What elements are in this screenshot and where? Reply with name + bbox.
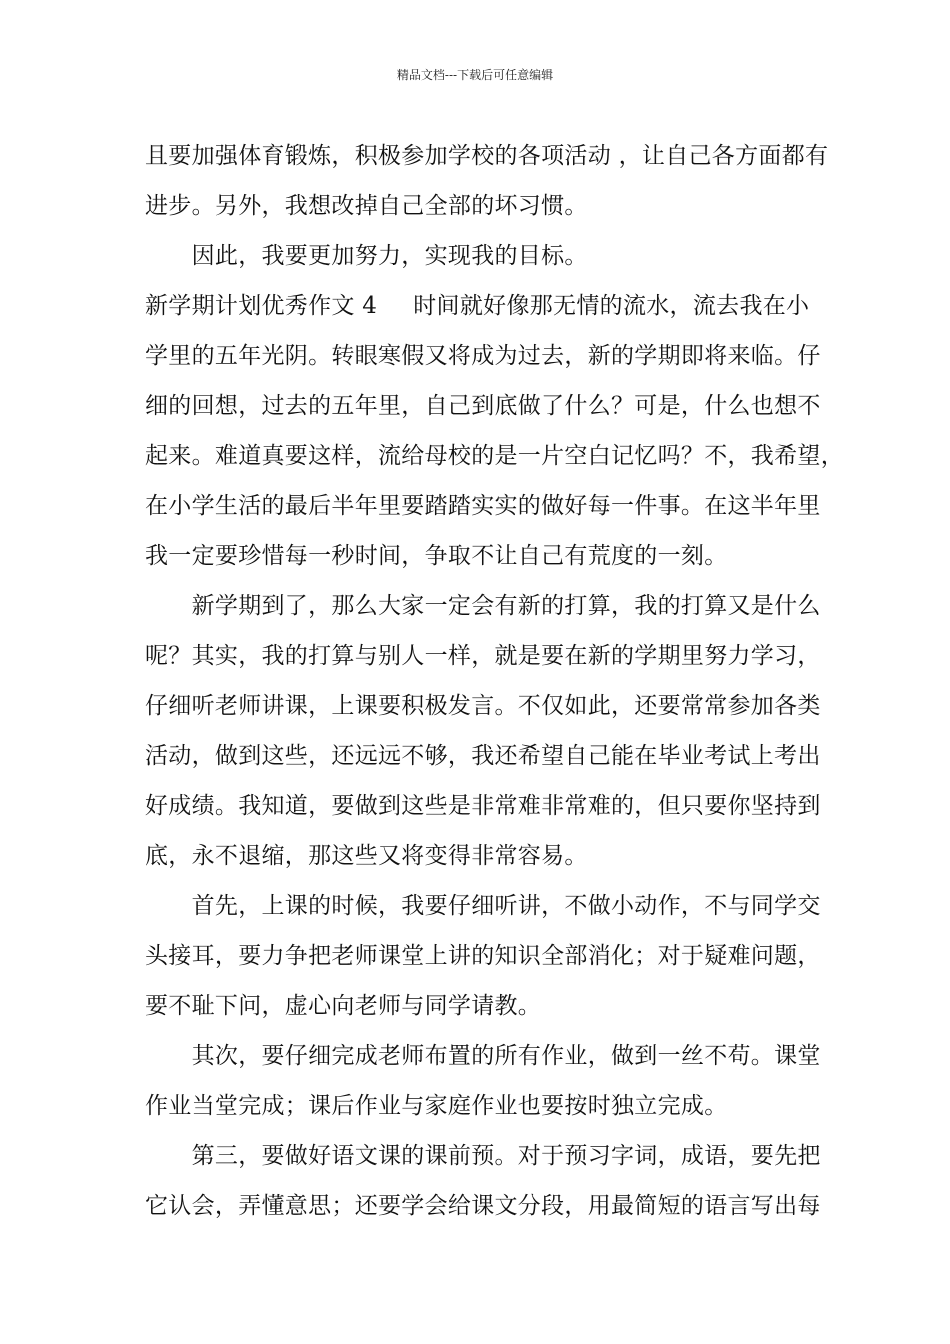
text-line: 起来。难道真要这样，流给母校的是一片空白记忆吗？不，我希望， — [145, 443, 844, 469]
page-header: 精品文档---下载后可任意编辑 — [396, 68, 554, 82]
text-line: 第三，要做好语文课的课前预。对于预习字词，成语，要先把 — [145, 1143, 821, 1169]
text-line: 作业当堂完成；课后作业与家庭作业也要按时独立完成。 — [145, 1093, 728, 1119]
text-line: 学里的五年光阴。转眼寒假又将成为过去，新的学期即将来临。仔 — [145, 343, 821, 369]
text-line: 仔细听老师讲课，上课要积极发言。不仅如此，还要常常参加各类 — [145, 693, 821, 719]
text-line: 要不耻下问，虚心向老师与同学请教。 — [145, 993, 542, 1019]
section-heading-line — [145, 287, 809, 320]
text-line: 首先，上课的时候，我要仔细听讲，不做小动作，不与同学交 — [145, 893, 821, 919]
text-line: 进步。另外，我想改掉自己全部的坏习惯。 — [145, 193, 588, 219]
section-first-text: 时间就好像那无情的流水，流去我在小 — [413, 293, 810, 319]
text-line: 因此，我要更加努力，实现我的目标。 — [145, 243, 588, 269]
text-line: 它认会，弄懂意思；还要学会给课文分段，用最简短的语言写出每 — [145, 1193, 821, 1219]
text-line: 底，永不退缩，那这些又将变得非常容易。 — [145, 843, 588, 869]
text-line: 其次，要仔细完成老师布置的所有作业，做到一丝不苟。课堂 — [145, 1043, 821, 1069]
text-line: 细的回想，过去的五年里，自己到底做了什么？可是，什么也想不 — [145, 393, 821, 419]
text-line: 头接耳，要力争把老师课堂上讲的知识全部消化；对于疑难问题， — [145, 943, 821, 969]
text-line: 我一定要珍惜每一秒时间，争取不让自己有荒度的一刻。 — [145, 543, 728, 569]
text-line: 活动，做到这些，还远远不够，我还希望自己能在毕业考试上考出 — [145, 743, 821, 769]
text-line: 好成绩。我知道，要做到这些是非常难非常难的，但只要你坚持到 — [145, 793, 821, 819]
text-line: 呢？其实，我的打算与别人一样，就是要在新的学期里努力学习， — [145, 643, 821, 669]
text-line: 在小学生活的最后半年里要踏踏实实的做好每一件事。在这半年里 — [145, 493, 821, 519]
text-line: 新学期到了，那么大家一定会有新的打算，我的打算又是什么 — [145, 593, 821, 619]
text-line: 且要加强体育锻炼，积极参加学校的各项活动 ，让自己各方面都有 — [145, 143, 829, 169]
section-title: 新学期计划优秀作文 4 — [145, 293, 378, 319]
